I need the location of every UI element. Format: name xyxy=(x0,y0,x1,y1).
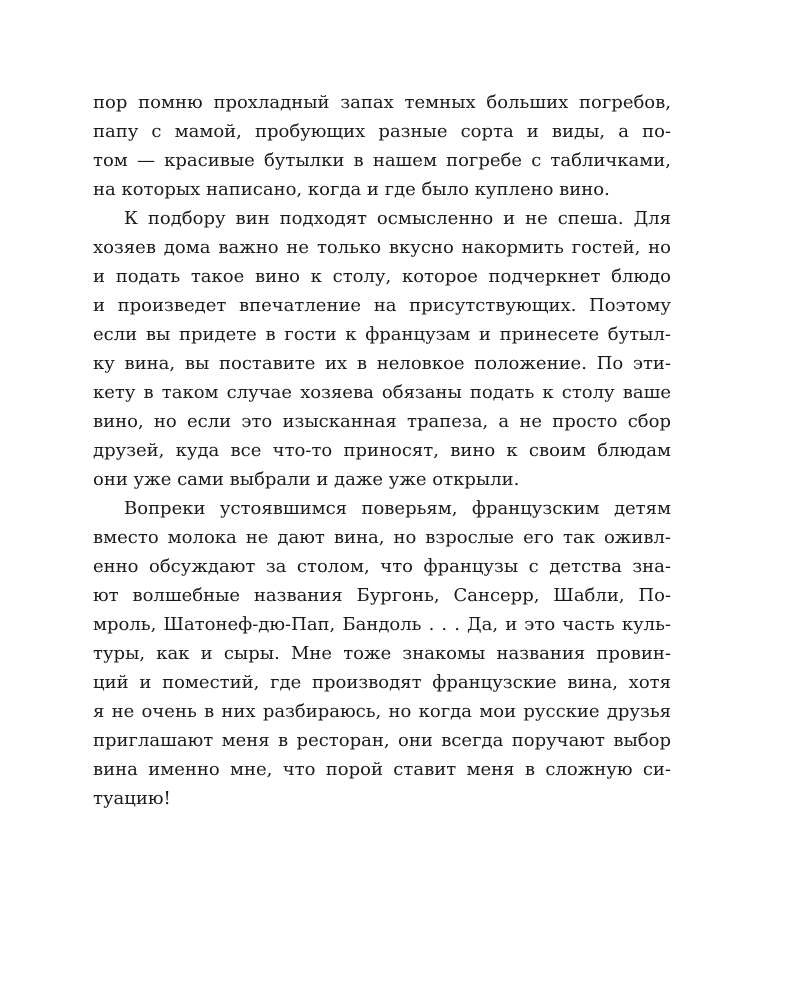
text-line: папу с мамой, пробующих разные сорта и виды, а по- xyxy=(93,121,671,142)
text-line: хозяев дома важно не только вкусно накормить гостей, но xyxy=(93,237,671,258)
text-line: мроль, Шатонеф-дю-Пап, Бандоль . . . Да, и это часть куль- xyxy=(93,614,671,635)
text-line: и подать такое вино к столу, которое подчеркнет блюдо xyxy=(93,266,671,287)
text-line: друзей, куда все что-то приносят, вино к своим блюдам xyxy=(93,440,671,461)
text-line: они уже сами выбрали и даже уже открыли. xyxy=(93,469,520,490)
text-line: том — красивые бутылки в нашем погребе с табличками, xyxy=(93,150,671,171)
text-line: ку вина, вы поставите их в неловкое положение. По эти- xyxy=(93,353,671,374)
text-line: кету в таком случае хозяева обязаны подать к столу ваше xyxy=(93,382,671,403)
text-line: и произведет впечатление на присутствующих. Поэтому xyxy=(93,295,671,316)
text-line: я не очень в них разбираюсь, но когда мои русские друзья xyxy=(93,701,671,722)
text-line: туры, как и сыры. Мне тоже знакомы названия провин- xyxy=(93,643,671,664)
text-line: енно обсуждают за столом, что французы с детства зна- xyxy=(93,556,671,577)
text-line: ют волшебные названия Бургонь, Сансерр, Шабли, По- xyxy=(93,585,671,606)
text-line: если вы придете в гости к французам и принесете бутыл- xyxy=(93,324,671,345)
text-line: на которых написано, когда и где было куплено вино. xyxy=(93,179,610,200)
paragraph-2 xyxy=(93,204,671,494)
text-line: туацию! xyxy=(93,788,171,809)
text-line: пор помню прохладный запах темных больших погребов, xyxy=(93,92,671,113)
text-line: Вопреки устоявшимся поверьям, французским детям xyxy=(124,498,671,519)
paragraph-1 xyxy=(93,88,671,204)
text-line: ций и поместий, где производят французские вина, хотя xyxy=(93,672,671,693)
text-line: вместо молока не дают вина, но взрослые его так оживл- xyxy=(93,527,671,548)
text-line: приглашают меня в ресторан, они всегда поручают выбор xyxy=(93,730,671,751)
page-text-block xyxy=(93,88,671,813)
text-line: вино, но если это изысканная трапеза, а не просто сбор xyxy=(93,411,671,432)
text-line: К подбору вин подходят осмысленно и не спеша. Для xyxy=(124,208,671,229)
paragraph-3 xyxy=(93,494,671,813)
text-line: вина именно мне, что порой ставит меня в сложную си- xyxy=(93,759,671,780)
